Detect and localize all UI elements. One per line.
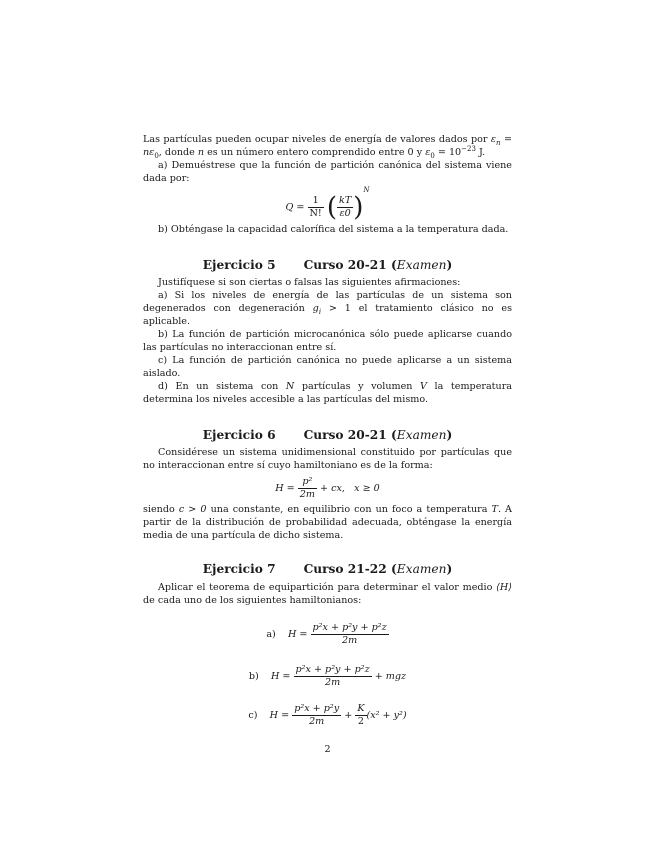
ej5-b: b) La función de partición microcanónica sólo puede aplicarse cuando las partículas no interaccionan entre sí. (143, 329, 512, 353)
ej6-intro: Considérese un sistema unidimensional constituido por partículas que no interaccionan entre sí cuyo hamiltoniano es de la forma: (143, 447, 512, 472)
ej6-after: siendo c > 0 una constante, en equilibrio con un foco a temperatura T. A partir de la distribución de probabilidad adecuada, obténgase la energía media de una partícula de dicho sistema. (143, 504, 512, 542)
hamiltonian-c: c) H = $\frac{\text{p²x + p²y}}{2m}$ + $\frac{K}{2}$ (x² + y²) (248, 702, 407, 727)
ej7-title: Ejercicio 7 (202, 561, 276, 576)
ej5-title: Ejercicio 5 (202, 257, 276, 272)
hamiltonian-a: a) H = $\frac{\text{p²x + p²y + p²z}}{2m}$ (266, 621, 387, 646)
page-number: 2 (324, 744, 331, 755)
formula-q: Q = $\frac{1}{N!}$ ( $\frac{kT}{\varepsilon 0}$ )$^N$ (285, 185, 370, 223)
part-a-text: a) Demuéstrese que la función de partición canónica del sistema viene dada por: (143, 159, 512, 184)
part-b-text: b) Obténgase la capacidad calorífica del sistema a la temperatura dada. (158, 223, 509, 235)
ej5-a: a) Si los niveles de energía de las partículas de un sistema son degenerados con degeneración $g_i > 1$ el tratamiento clásico no es aplicable. (143, 290, 512, 328)
ej7-heading: Ejercicio 7 Curso 21-22 (Examen) (202, 561, 453, 576)
ej6-formula: H = $\frac{\text{p²}}{2m}$ + cx, x ≥ 0 (275, 476, 380, 501)
ej7-intro: Aplicar el teorema de equipartición para determinar el valor medio ⟨H⟩ de cada uno de los siguientes hamiltonianos: (143, 581, 512, 606)
problem-intro: Las partículas pueden ocupar niveles de energía de valores dados por $\varepsilon_n = n\varepsilon_0$, donde n es un número entero comprendido entre 0 y $\varepsilon_0 = 10^{-23}$ J. (143, 134, 512, 160)
ej5-heading: Ejercicio 5 Curso 20-21 (Examen) (202, 257, 453, 272)
ej6-title: Ejercicio 6 (202, 427, 276, 442)
ej5-intro: Justifíquese si son ciertas o falsas las siguientes afirmaciones: (158, 277, 461, 289)
ej5-d: d) En un sistema con N partículas y volumen V la temperatura determina los niveles accesible a las partículas del mismo. (143, 380, 513, 405)
ej5-c: c) La función de partición canónica no puede aplicarse a un sistema aislado. (143, 354, 512, 379)
hamiltonian-b: b) H = $\frac{\text{p²x + p²y + p²z}}{2m}$ + mgz (248, 663, 407, 688)
ej6-heading: Ejercicio 6 Curso 20-21 (Examen) (202, 427, 453, 442)
page-content (143, 134, 512, 728)
